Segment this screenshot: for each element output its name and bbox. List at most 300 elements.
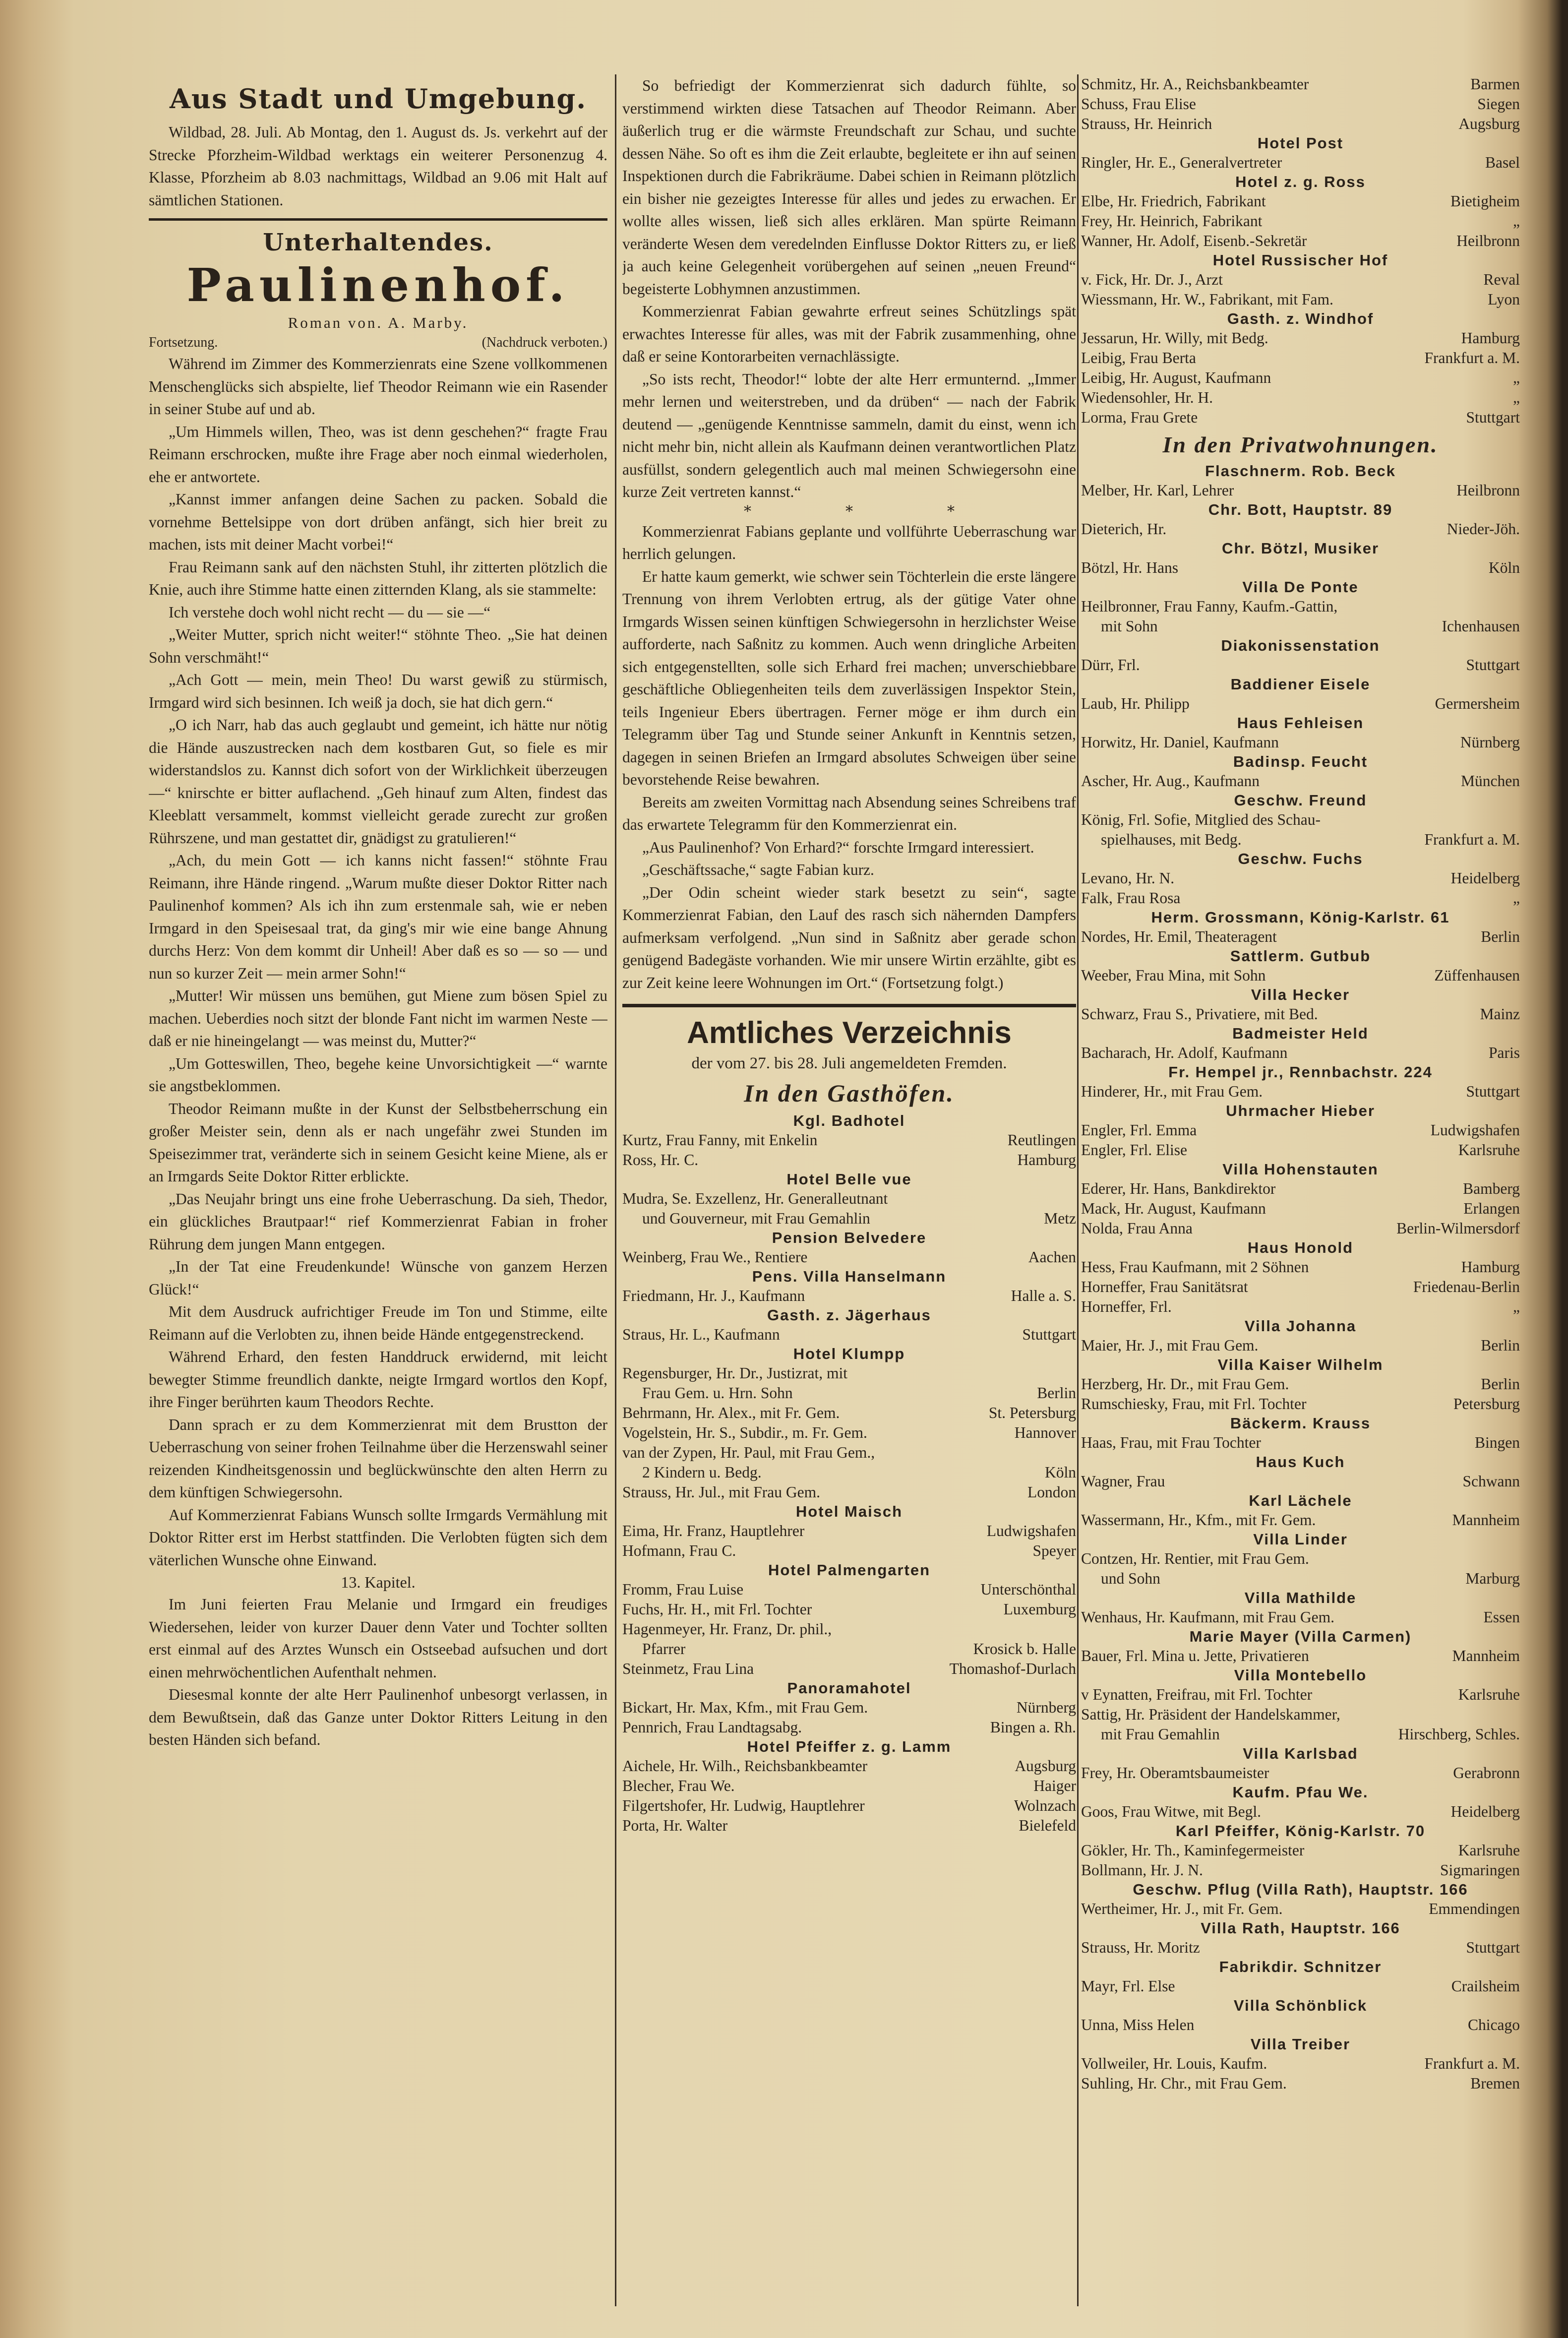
guest-origin: Ichenhausen — [1442, 617, 1520, 635]
guest-entry — [1081, 1140, 1520, 1160]
guest-list-continued — [1081, 74, 1520, 134]
lodging-name: Villa Kaiser Wilhelm — [1217, 1356, 1384, 1373]
guest-origin: Karlsruhe — [1458, 1141, 1520, 1159]
guest-name: Strauss, Hr. Heinrich — [1081, 115, 1212, 132]
guest-entry — [1081, 2074, 1520, 2093]
guest-origin: „ — [1513, 369, 1520, 386]
guest-entry — [1081, 1297, 1520, 1317]
guest-name: Vollweiler, Hr. Louis, Kaufm. — [1081, 2055, 1267, 2072]
guest-entry — [1081, 1705, 1520, 1724]
guest-origin: Schwann — [1462, 1473, 1520, 1490]
guest-name: Eima, Hr. Franz, Hauptlehrer — [622, 1522, 805, 1539]
guest-entry — [622, 1130, 1076, 1150]
paragraph: „Mutter! Wir müssen uns bemühen, gut Miene zum bösen Spiel zu machen. Ueberdies noch sitzt der blonde Fant nicht im warmen Neste — daß er nie hineingelangt — was meinst du, Mutter?“ — [149, 987, 607, 1049]
lodging-name: Flaschnerm. Rob. Beck — [1205, 462, 1396, 480]
lodging-name: Villa De Ponte — [1242, 578, 1359, 596]
guest-origin: Metz — [1044, 1210, 1076, 1227]
guest-entry — [1081, 408, 1520, 428]
lodging-name: Marie Mayer (Villa Carmen) — [1189, 1628, 1412, 1645]
guest-name: Porta, Hr. Walter — [622, 1817, 728, 1834]
guest-entry — [1081, 1569, 1520, 1589]
guest-name: Herzberg, Hr. Dr., mit Frau Gem. — [1081, 1375, 1289, 1393]
novel-text — [149, 353, 607, 1571]
lodging-name: Bäckerm. Krauss — [1230, 1415, 1371, 1432]
guest-origin: Köln — [1489, 559, 1520, 576]
lodging-name: Hotel Belle vue — [786, 1170, 912, 1188]
lodging-name: Pension Belvedere — [772, 1229, 927, 1246]
guest-name: Wenhaus, Hr. Kaufmann, mit Frau Gem. — [1081, 1608, 1334, 1626]
guest-name: Blecher, Frau We. — [622, 1777, 735, 1794]
hotels-section-title: In den Gasthöfen. — [744, 1079, 955, 1107]
guest-origin: Marburg — [1465, 1570, 1520, 1587]
guest-name: Levano, Hr. N. — [1081, 869, 1175, 887]
lodging-name: Hotel Maisch — [795, 1503, 903, 1520]
guest-origin: Bietigheim — [1450, 192, 1520, 210]
list-subtitle: der vom 27. bis 28. Juli angemeldeten Fremden. — [691, 1054, 1007, 1072]
guest-name: van der Zypen, Hr. Paul, mit Frau Gem., — [622, 1444, 875, 1461]
guest-origin: Thomashof-Durlach — [949, 1660, 1076, 1677]
guest-origin: Sigmaringen — [1440, 1861, 1520, 1879]
guest-entry — [1081, 1685, 1520, 1705]
paragraph: Theodor Reimann mußte in der Kunst der Selbstbeherrschung ein großer Meister sein, denn als er nach ungefähr zwei Stunden im Speisezimmer trat, veränderte sich in seinem Gesicht keine Miene, als er an Irmgards Seite Doktor Ritter erblickte. — [149, 1100, 607, 1185]
lodging-name: Hotel Russischer Hof — [1212, 251, 1388, 269]
guest-origin — [1070, 1363, 1076, 1383]
lodging-name: Villa Schönblick — [1233, 1997, 1368, 2014]
guest-origin — [1514, 810, 1520, 830]
guest-entry — [1081, 1277, 1520, 1297]
guest-origin: Halle a. S. — [1011, 1287, 1076, 1304]
paragraph: Er hatte kaum gemerkt, wie schwer sein Töchterlein die erste längere Trennung von ihrem Verlobten ertrug, als der gütige Vater ohne Irmgards Wissen seinen künftigen Schwiegersohn in herzlichster Weise aufforderte, nach Saßnitz zu kommen. Auch wenn dringliche Arbeiten sich entgegenstellten, solle sich Erhard frei machen; unverschiebbare geschäftliche Obliegenheiten teils dem zuverlässigen Inspektor Stein, teils Ingenieur Ebers übertragen. Ferner möge er ihm durch ein Telegramm über Tag und Stunde seiner Ankunft in Kenntnis setzen, dagegen in seinen Briefen an Irmgard absolutes Schweigen über seine bevorstehende Reise bewahren. — [622, 567, 1076, 788]
guest-origin: Hirschberg, Schles. — [1398, 1725, 1520, 1743]
lodging-name: Kgl. Badhotel — [793, 1112, 905, 1129]
column-rule — [1077, 74, 1079, 2306]
guest-entry — [622, 1659, 1076, 1679]
guest-name: Contzen, Hr. Rentier, mit Frau Gem. — [1081, 1550, 1309, 1567]
lodging-name: Badmeister Held — [1232, 1025, 1369, 1042]
guest-entry — [1081, 328, 1520, 348]
paragraph: So befriedigt der Kommerzienrat sich dadurch fühlte, so verstimmend wirkten diese Tatsachen auf Theodor Reimann. Aber äußerlich trug er die wärmste Freundschaft zur Schau, und suchte dessen Nähe. So oft es ihm die Zeit erlaubte, begleitete er ihn auf seinen Inspektionen durch die Fabrikräume. Dabei schien in Reimann plötzlich ein bisher nie gezeigtes Interesse für alles und jedes zu erwachen. Er wollte alles wissen, ließ sich alles erklären. Man spürte Reimann veränderte Wesen dem veredelnden Einflusse Doktor Ritters zu, er ließ ja auch keine Gelegenheit vorübergehen auf seinen „neuen Freund“ begeisterte Lobhymnen anzustimmen. — [622, 77, 1076, 298]
guest-entry — [1081, 1004, 1520, 1024]
star: * — [744, 502, 751, 520]
guest-name: Weinberg, Frau We., Rentiere — [622, 1248, 808, 1266]
guest-name: Unna, Miss Helen — [1081, 2016, 1195, 2033]
lodging-name: Villa Montebello — [1234, 1666, 1367, 1684]
paragraph: „Ach, du mein Gott — ich kanns nicht fassen!“ stöhnte Frau Reimann, ihre Hände ringend. „Warum mußte dieser Doktor Ritter nach Paulinenhof kommen? Als ich ihn zum erstenmale sah, wie er neben Irmgard in den Speisesaal trat, da ging's mir wie eine bange Ahnung durchs Herz: Von dem kommt dir Unheil! Aber daß es so — so — und nun so kurzer Zeit — mein armer Sohn!“ — [149, 852, 607, 982]
guest-origin: Züffenhausen — [1434, 967, 1520, 984]
guest-name: Bacharach, Hr. Adolf, Kaufmann — [1081, 1044, 1288, 1061]
guest-origin: Barmen — [1470, 75, 1520, 93]
lodging-name: Chr. Bötzl, Musiker — [1221, 540, 1380, 557]
guest-name: und Gouverneur, mit Frau Gemahlin — [642, 1210, 870, 1227]
guest-name: Melber, Hr. Karl, Lehrer — [1081, 482, 1234, 499]
guest-origin: Frankfurt a. M. — [1424, 2055, 1520, 2072]
lodging-name: Uhrmacher Hieber — [1226, 1102, 1375, 1119]
guest-name: Bötzl, Hr. Hans — [1081, 559, 1178, 576]
guest-origin: „ — [1513, 389, 1520, 406]
guest-entry — [1081, 211, 1520, 231]
star: * — [845, 502, 853, 520]
paragraph: „Aus Paulinenhof? Von Erhard?“ forschte Irmgard interessiert. — [642, 838, 1034, 856]
chapter-heading: 13. Kapitel. — [341, 1573, 416, 1591]
guest-entry — [1081, 1043, 1520, 1063]
guest-origin: Haiger — [1033, 1777, 1076, 1794]
guest-name: und Sohn — [1101, 1570, 1160, 1587]
continuation-label: Fortsetzung. — [149, 335, 218, 350]
guest-name: Horneffer, Frl. — [1081, 1298, 1172, 1315]
guest-origin: Germersheim — [1435, 695, 1520, 712]
guest-origin: Petersburg — [1453, 1395, 1520, 1413]
guest-entry — [1081, 616, 1520, 636]
guest-origin: Gerabronn — [1453, 1764, 1520, 1782]
guest-origin: Nürnberg — [1460, 734, 1520, 751]
guest-entry — [622, 1541, 1076, 1561]
lodging-name: Geschw. Freund — [1234, 792, 1367, 809]
guest-origin: Crailsheim — [1451, 1977, 1520, 1995]
guest-origin: Berlin — [1037, 1384, 1076, 1402]
guest-entry — [622, 1639, 1076, 1659]
guest-name: Horneffer, Frau Sanitätsrat — [1081, 1278, 1248, 1295]
guest-origin: Karlsruhe — [1458, 1842, 1520, 1859]
guest-entry — [1081, 888, 1520, 908]
guest-name: Friedmann, Hr. J., Kaufmann — [622, 1287, 805, 1304]
lodging-name: Hotel z. g. Ross — [1235, 173, 1366, 190]
guest-name: Elbe, Hr. Friedrich, Fabrikant — [1081, 192, 1266, 210]
paragraph: „Das Neujahr bringt uns eine frohe Ueberraschung. Da sieh, Thedor, ein glückliches Brautpaar!“ rief Kommerzienrat Fabian in froher Rührung dem jungen Mann entgegen. — [149, 1190, 607, 1253]
guest-origin: Chicago — [1468, 2016, 1520, 2033]
guest-origin — [1514, 1549, 1520, 1569]
reprint-notice: (Nachdruck verboten.) — [482, 335, 607, 350]
lodging-name: Villa Treiber — [1250, 2035, 1351, 2053]
guest-name: Ascher, Hr. Aug., Kaufmann — [1081, 772, 1260, 790]
guest-origin: Luxemburg — [1003, 1600, 1076, 1618]
guest-origin: Lyon — [1488, 291, 1520, 308]
guest-origin: Berlin — [1481, 1375, 1520, 1393]
guest-entry — [622, 1403, 1076, 1423]
paragraph: „So ists recht, Theodor!“ lobte der alte Herr ermunternd. „Immer mehr lernen und weiterstreben, und da drüben“ — nach der Fabrik deutend — „genügende Kenntnisse sammeln, damit du einst, wenn ich nicht mehr bin, nicht allein als Kaufmann deinen verantwortlichen Platz ausfüllst, sondern gelegentlich auch mal meinen Schwiegersohn eine kurze Zeit vertreten kannst.“ — [622, 370, 1076, 500]
guest-entry — [1081, 1763, 1520, 1783]
guest-name: v Eynatten, Freifrau, mit Frl. Tochter — [1081, 1686, 1313, 1703]
guest-name: Leibig, Hr. August, Kaufmann — [1081, 369, 1271, 386]
guest-origin: Berlin — [1481, 1337, 1520, 1354]
guest-origin: Erlangen — [1463, 1200, 1520, 1217]
guest-origin: Ludwigshafen — [1430, 1121, 1520, 1139]
guest-entry — [622, 1383, 1076, 1403]
paragraph: Frau Reimann sank auf den nächsten Stuhl, ihr zitterten plötzlich die Knie, auch ihre Stimme hatte einen zitternden Klang, als sie stammelte: — [149, 558, 607, 598]
lodging-name: Hotel Post — [1257, 134, 1344, 152]
guest-entry — [622, 1423, 1076, 1443]
guest-origin: Stuttgart — [1466, 409, 1520, 426]
guest-origin: Paris — [1489, 1044, 1520, 1061]
guest-entry — [1081, 368, 1520, 388]
guest-name: mit Frau Gemahlin — [1101, 1725, 1220, 1743]
lodging-name: Geschw. Fuchs — [1238, 850, 1363, 867]
novel-text-col2-continued — [622, 520, 1076, 994]
lodging-name: Diakonissenstation — [1221, 637, 1380, 654]
local-news-text: Wildbad, 28. Juli. Ab Montag, den 1. August ds. Js. verkehrt auf der Strecke Pforzheim-Wildbad werktags ein weiterer Personenzug 4. Klasse, Pforzheim ab 8.03 nachmittags, Wildbad an 9.06 mit Halt auf sämtlichen Stationen. — [149, 123, 607, 209]
guest-origin: Reutlingen — [1007, 1131, 1076, 1149]
guest-entry — [622, 1698, 1076, 1718]
continuation-line — [149, 333, 607, 353]
guest-entry — [1081, 771, 1520, 791]
guest-name: Pfarrer — [642, 1640, 686, 1658]
guest-origin: Hannover — [1014, 1424, 1076, 1441]
guest-entry — [622, 1443, 1076, 1463]
guest-entry — [1081, 1219, 1520, 1238]
guest-name: Vogelstein, Hr. S., Subdir., m. Fr. Gem. — [622, 1424, 867, 1441]
guest-origin: St. Petersburg — [988, 1404, 1076, 1421]
lodging-name: Geschw. Pflug (Villa Rath), Hauptstr. 166 — [1133, 1881, 1468, 1898]
paragraph: „Geschäftssache,“ sagte Fabian kurz. — [642, 861, 874, 878]
guest-entry — [1081, 1472, 1520, 1491]
guest-name: Ross, Hr. C. — [622, 1151, 699, 1169]
guest-entry — [1081, 597, 1520, 616]
guest-name: Hofmann, Frau C. — [622, 1542, 736, 1559]
guest-name: Rumschiesky, Frau, mit Frl. Tochter — [1081, 1395, 1307, 1413]
guest-name: Weeber, Frau Mina, mit Sohn — [1081, 967, 1266, 984]
guest-entry — [622, 1816, 1076, 1836]
guest-origin: London — [1027, 1483, 1076, 1501]
guest-entry — [1081, 1938, 1520, 1958]
guest-entry — [1081, 1336, 1520, 1355]
guest-origin: Bremen — [1470, 2075, 1520, 2092]
paragraph: Auf Kommerzienrat Fabians Wunsch sollte Irmgards Vermählung mit Doktor Ritter erst im Herbst stattfinden. Die Verlobten fügten sich dem väterlichen Wunsche ohne Einwand. — [149, 1506, 607, 1569]
guest-name: Aichele, Hr. Wilh., Reichsbankbeamter — [622, 1757, 868, 1775]
guest-entry — [1081, 733, 1520, 752]
paragraph: Kommerzienrat Fabian gewahrte erfreut seines Schützlings spät erwachtes Interesse für alles, was mit der Fabrik zusammenhing, ohne daß er seine Kontorarbeiten vernachlässigte. — [622, 303, 1076, 365]
guest-origin — [1070, 1443, 1076, 1463]
guest-origin: Augsburg — [1458, 115, 1520, 132]
private-guest-list — [1081, 462, 1520, 2093]
guest-entry — [1081, 830, 1520, 850]
guest-name: Wiessmann, Hr. W., Fabrikant, mit Fam. — [1081, 291, 1333, 308]
guest-origin: Hamburg — [1017, 1151, 1076, 1169]
guest-origin: Bielefeld — [1019, 1817, 1076, 1834]
guest-name: Kurtz, Frau Fanny, mit Enkelin — [622, 1131, 818, 1149]
guest-origin: Stuttgart — [1466, 656, 1520, 674]
novel-title: Paulinenhof. — [186, 258, 570, 312]
column-3 — [1081, 74, 1520, 2316]
guest-name: König, Frl. Sofie, Mitglied des Schau- — [1081, 811, 1321, 828]
guest-origin: „ — [1513, 212, 1520, 230]
guest-name: Regensburger, Hr. Dr., Justizrat, mit — [622, 1364, 847, 1382]
guest-origin: Frankfurt a. M. — [1424, 349, 1520, 367]
paragraph: „Der Odin scheint wieder stark besetzt zu sein“, sagte Kommerzienrat Fabian, den Lauf des rasch sich nähernden Dampfers aufmerksam verfolgend. „Nun sind in Saßnitz aber gerade schon genügend Badegäste vorhanden. Wie mir unsere Wirtin erzählte, gibt es zur Zeit keine leere Wohnungen im Ort.“ (Fortsetzung folgt.) — [622, 883, 1076, 991]
guest-name: Mayr, Frl. Else — [1081, 1977, 1175, 1995]
guest-entry — [1081, 348, 1520, 368]
guest-entry — [1081, 1860, 1520, 1880]
guest-origin: „ — [1513, 1298, 1520, 1315]
guest-origin: Bamberg — [1463, 1180, 1520, 1197]
guest-name: 2 Kindern u. Bedg. — [642, 1464, 762, 1481]
guest-origin: Bingen — [1475, 1434, 1520, 1451]
guest-name: spielhauses, mit Bedg. — [1101, 831, 1242, 848]
guest-name: Fromm, Frau Luise — [622, 1581, 744, 1598]
guest-name: Falk, Frau Rosa — [1081, 889, 1181, 907]
guest-entry — [1081, 74, 1520, 94]
guest-entry — [622, 1756, 1076, 1776]
guest-entry — [1081, 1179, 1520, 1199]
guest-name: Maier, Hr. J., mit Frau Gem. — [1081, 1337, 1259, 1354]
guest-origin: Berlin-Wilmersdorf — [1396, 1220, 1520, 1237]
paragraph: „Ach Gott — mein, mein Theo! Du warst gewiß zu stürmisch, Irmgard wird sich besinnen. Ich weiß ja doch, sie hat dich gern.“ — [149, 671, 607, 711]
feuilleton-label: Unterhaltendes. — [263, 229, 493, 256]
paragraph: Dann sprach er zu dem Kommerzienrat mit dem Brustton der Ueberraschung von seiner frohen Teilnahme über die Herzenswahl seiner reizenden Kindheitsgenossin und beglückwünschte den alten Herrn zu dem künftigen Schwiegersohn. — [149, 1415, 607, 1501]
guest-name: Wassermann, Hr., Kfm., mit Fr. Gem. — [1081, 1511, 1316, 1529]
guest-name: Horwitz, Hr. Daniel, Kaufmann — [1081, 734, 1279, 751]
guest-entry — [1081, 481, 1520, 500]
lodging-name: Panoramahotel — [787, 1679, 911, 1697]
guest-entry — [1081, 94, 1520, 114]
guest-entry — [1081, 290, 1520, 309]
guest-name: Leibig, Frau Berta — [1081, 349, 1196, 367]
guest-name: Nordes, Hr. Emil, Theateragent — [1081, 928, 1277, 945]
guest-entry — [1081, 868, 1520, 888]
guest-entry — [622, 1325, 1076, 1345]
paragraph: Bereits am zweiten Vormittag nach Absendung seines Schreibens traf das erwartete Telegramm für den Kommerzienrat ein. — [622, 793, 1076, 833]
guest-name: Hinderer, Hr., mit Frau Gem. — [1081, 1083, 1263, 1100]
lodging-name: Fr. Hempel jr., Rennbachstr. 224 — [1168, 1063, 1433, 1081]
guest-entry — [1081, 694, 1520, 714]
guest-name: Heilbronner, Frau Fanny, Kaufm.-Gattin, — [1081, 598, 1338, 615]
guest-name: Nolda, Frau Anna — [1081, 1220, 1193, 1237]
guest-origin — [1070, 1619, 1076, 1639]
guest-entry — [622, 1580, 1076, 1600]
lodging-name: Villa Johanna — [1244, 1317, 1357, 1335]
guest-name: Mack, Hr. August, Kaufmann — [1081, 1200, 1266, 1217]
guest-entry — [1081, 810, 1520, 830]
guest-name: Schuss, Frau Elise — [1081, 95, 1196, 113]
guest-name: v. Fick, Hr. Dr. J., Arzt — [1081, 271, 1223, 288]
guest-entry — [1081, 1802, 1520, 1822]
guest-entry — [622, 1209, 1076, 1229]
guest-origin: Aachen — [1028, 1248, 1076, 1266]
lodging-name: Sattlerm. Gutbub — [1230, 947, 1371, 965]
paragraph: „Um Gotteswillen, Theo, begehe keine Unvorsichtigkeit —“ warnte sie angstbeklommen. — [149, 1054, 607, 1095]
guest-entry — [622, 1718, 1076, 1737]
guest-origin: Ludwigshafen — [986, 1522, 1076, 1539]
guest-entry — [1081, 558, 1520, 578]
guest-name: Mudra, Se. Exzellenz, Hr. Generalleutnant — [622, 1190, 888, 1207]
paragraph: „Um Himmels willen, Theo, was ist denn geschehen?“ fragte Frau Reimann erschrocken, mußte ihre Frage aber noch einmal wiederholen, ehe er antwortete. — [149, 423, 607, 486]
divider — [149, 218, 607, 221]
guest-origin: Speyer — [1032, 1542, 1076, 1559]
guest-name: Schmitz, Hr. A., Reichsbankbeamter — [1081, 75, 1309, 93]
paragraph: Diesesmal konnte der alte Herr Paulinenhof unbesorgt verlassen, in dem Bewußtsein, daß das Ganze unter Doktor Ritters Leitung in den besten Händen sich befand. — [149, 1686, 607, 1748]
paragraph: „In der Tat eine Freudenkunde! Wünsche von ganzem Herzen Glück!“ — [149, 1258, 607, 1298]
guest-name: Dieterich, Hr. — [1081, 520, 1167, 538]
section-stars — [622, 503, 1076, 520]
guest-entry — [622, 1286, 1076, 1306]
guest-origin: Frankfurt a. M. — [1424, 831, 1520, 848]
lodging-name: Villa Rath, Hauptstr. 166 — [1201, 1919, 1400, 1937]
lodging-name: Haus Kuch — [1256, 1453, 1345, 1471]
lodging-name: Badinsp. Feucht — [1233, 753, 1368, 770]
guest-entry — [1081, 2015, 1520, 2035]
guest-entry — [1081, 1646, 1520, 1666]
guest-origin: Heidelberg — [1450, 869, 1520, 887]
guest-name: Straus, Hr. L., Kaufmann — [622, 1326, 780, 1343]
lodging-name: Gasth. z. Windhof — [1227, 310, 1374, 327]
guest-entry — [1081, 1976, 1520, 1996]
guest-origin: Stuttgart — [1466, 1083, 1520, 1100]
paragraph: Im Juni feierten Frau Melanie und Irmgard ein freudiges Wiedersehen, leider von kurzer Dauer denn Vater und Tochter sollten erst einmal auf des Arztes Wunsch ein Ostseebad aufsuchen und dort einen mehrwöchentlichen Aufenthalt nehmen. — [149, 1596, 607, 1681]
guest-entry — [1081, 1841, 1520, 1860]
guest-name: Laub, Hr. Philipp — [1081, 695, 1190, 712]
guest-origin: „ — [1513, 889, 1520, 907]
guest-entry — [622, 1796, 1076, 1816]
guest-entry — [1081, 270, 1520, 290]
guest-name: Bollmann, Hr. J. N. — [1081, 1861, 1203, 1879]
guest-origin: München — [1461, 772, 1520, 790]
guest-origin: Mainz — [1480, 1005, 1520, 1023]
guest-entry — [1081, 114, 1520, 134]
divider — [622, 1004, 1076, 1007]
guest-name: Frau Gem. u. Hrn. Sohn — [642, 1384, 793, 1402]
guest-origin: Emmendingen — [1429, 1900, 1520, 1917]
novel-text-col2 — [622, 74, 1076, 503]
hotel-guest-list — [622, 1111, 1076, 1836]
guest-name: Strauss, Hr. Moritz — [1081, 1939, 1200, 1956]
guest-name: Engler, Frl. Emma — [1081, 1121, 1197, 1139]
local-news-title: Aus Stadt und Umgebung. — [169, 83, 587, 115]
column-rule — [615, 74, 616, 2306]
guest-entry — [1081, 153, 1520, 173]
lodging-name: Karl Pfeiffer, König-Karlstr. 70 — [1175, 1822, 1426, 1840]
guest-entry — [622, 1463, 1076, 1482]
guest-origin — [1514, 597, 1520, 616]
guest-origin — [1070, 1189, 1076, 1209]
guest-origin: Nieder-Jöh. — [1447, 520, 1520, 538]
guest-origin: Mannheim — [1452, 1511, 1520, 1529]
hotel-guest-list-2 — [1081, 134, 1520, 428]
guest-name: Engler, Frl. Elise — [1081, 1141, 1187, 1159]
guest-name: Hagenmeyer, Hr. Franz, Dr. phil., — [622, 1620, 832, 1638]
guest-name: Hess, Frau Kaufmann, mit 2 Söhnen — [1081, 1258, 1309, 1276]
lodging-name: Villa Hohenstauten — [1222, 1161, 1379, 1178]
guest-origin: Mannheim — [1452, 1647, 1520, 1664]
guest-entry — [1081, 1510, 1520, 1530]
guest-entry — [1081, 2054, 1520, 2074]
guest-entry — [1081, 191, 1520, 211]
guest-name: Bauer, Frl. Mina u. Jette, Privatieren — [1081, 1647, 1309, 1664]
guest-entry — [1081, 231, 1520, 251]
guest-entry — [622, 1247, 1076, 1267]
guest-name: Suhling, Hr. Chr., mit Frau Gem. — [1081, 2075, 1287, 2092]
guest-entry — [622, 1363, 1076, 1383]
column-2 — [622, 74, 1076, 2316]
guest-origin: Stuttgart — [1466, 1939, 1520, 1956]
lodging-name: Chr. Bott, Hauptstr. 89 — [1208, 501, 1393, 518]
guest-name: Lorma, Frau Grete — [1081, 409, 1198, 426]
guest-name: Pennrich, Frau Landtagsabg. — [622, 1719, 802, 1736]
guest-name: Haas, Frau, mit Frau Tochter — [1081, 1434, 1261, 1451]
guest-name: Fuchs, Hr. H., mit Frl. Tochter — [622, 1600, 812, 1618]
paragraph: Kommerzienrat Fabians geplante und vollführte Ueberraschung war herrlich gelungen. — [622, 522, 1076, 562]
paragraph: „Kannst immer anfangen deine Sachen zu packen. Sobald die vornehme Bettelsippe von dort drüben anfängt, sich hier breit zu machen, ists mit deiner Macht vorbei!“ — [149, 491, 607, 553]
guest-origin: Heidelberg — [1450, 1803, 1520, 1820]
guest-origin: Heilbronn — [1456, 232, 1520, 249]
guest-origin: Karlsruhe — [1458, 1686, 1520, 1703]
paragraph: Mit dem Ausdruck aufrichtiger Freude im Ton und Stimme, eilte Reimann auf die Verlobten zu, ihnen beide Hände entgegenstreckend. — [149, 1303, 607, 1343]
guest-entry — [1081, 1374, 1520, 1394]
guest-origin: Augsburg — [1015, 1757, 1076, 1775]
guest-name: Frey, Hr. Heinrich, Fabrikant — [1081, 212, 1263, 230]
guest-name: Strauss, Hr. Jul., mit Frau Gem. — [622, 1483, 820, 1501]
guest-entry — [1081, 1199, 1520, 1219]
guest-name: mit Sohn — [1101, 617, 1158, 635]
guest-entry — [1081, 1607, 1520, 1627]
guest-entry — [1081, 1724, 1520, 1744]
